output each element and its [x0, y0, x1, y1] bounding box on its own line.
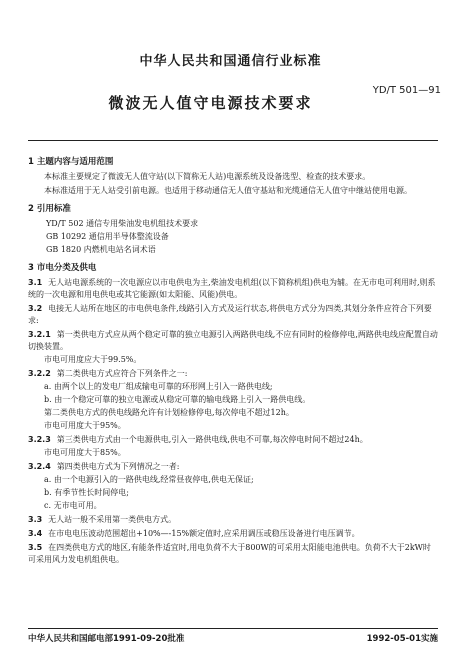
- clause-text: 无人站一般不采用第一类供电方式。: [48, 515, 177, 524]
- document-body: [28, 150, 438, 567]
- clause-number: 3.2.4: [28, 462, 51, 471]
- clause-3-1: [28, 277, 438, 301]
- clause-text: 第四类供电方式为下列情况之一者:: [56, 462, 180, 471]
- reference-item: GB 10292 通信用半导体整流设备: [46, 232, 169, 241]
- approval-date: 中华人民共和国邮电部1991-09-20批准: [28, 634, 185, 644]
- section-1-paragraph-1: 本标准主要规定了微波无人值守站(以下简称无人站)电源系统及设备选型、检查的技术要求。: [44, 172, 371, 181]
- clause-text: 第一类供电方式应从两个稳定可靠的独立电源引入两路供电线,不应有同时的检修停电,两路供电线应配置自动切换装置。: [28, 330, 438, 351]
- clause-3-2-4: [28, 461, 438, 473]
- list-item: b. 有季节性长时间停电;: [44, 488, 129, 497]
- clause-text: 无人站电源系统的一次电源应以市电供电为主,柴油发电机组(以下简称机组)供电为辅。在无市电可利用时,则系统的一次电源和用电供电或其它能源(如太阳能、风能)供电。: [28, 278, 436, 299]
- document-title: 微波无人值守电源技术要求: [108, 94, 313, 112]
- standard-code: YD/T 501—91: [372, 85, 441, 96]
- header-divider: [28, 140, 438, 141]
- clause-3-2-2: [28, 368, 438, 380]
- effective-date: 1992-05-01实施: [366, 634, 438, 644]
- clause-text: 电接无人站所在地区的市电供电条件,线路引入方式及运行状态,将供电方式分为四类,其划分条件应符合下列要求:: [28, 304, 432, 325]
- clause-number: 3.5: [28, 543, 43, 552]
- clause-text: 在四类供电方式的地区,有能条件适宜时,用电负荷不大于800W的可采用太阳能电池供电。负荷不大于2kW时可采用风力发电机组供电。: [28, 543, 431, 564]
- clause-3-2-1: [28, 329, 438, 353]
- clause-3-3: [28, 514, 438, 526]
- reference-item: YD/T 502 通信专用柴油发电机组技术要求: [46, 219, 199, 228]
- clause-number: 3.2.1: [28, 330, 51, 339]
- clause-text: 在市电电压波动范围超出+10%—-15%额定值时,应采用调压或稳压设备进行电压调节。: [48, 529, 360, 538]
- clause-3-4: [28, 528, 438, 540]
- clause-note: 市电可用度应大于99.5%。: [44, 355, 142, 364]
- list-item: a. 由一个电源引入的一路供电线,经常昼夜停电,供电无保证;: [44, 475, 254, 484]
- clause-text: 第三类供电方式由一个电源供电,引入一路供电线,供电不可靠,每次停电时间不超过24h。: [56, 435, 368, 444]
- standard-title: 中华人民共和国通信行业标准: [139, 54, 322, 69]
- clause-3-2-3: [28, 434, 438, 446]
- clause-number: 3.2.3: [28, 435, 51, 444]
- clause-number: 3.1: [28, 278, 43, 287]
- clause-number: 3.2: [28, 304, 43, 313]
- section-2-heading: 2 引用标准: [28, 204, 71, 214]
- section-3-heading: 3 市电分类及供电: [28, 263, 97, 273]
- clause-text: 第二类供电方式应符合下列条件之一:: [56, 369, 188, 378]
- reference-item: GB 1820 内燃机电站名词术语: [46, 245, 156, 254]
- clause-note: 市电可用度大于85%。: [44, 448, 126, 457]
- clause-note: 市电可用度大于95%。: [44, 421, 126, 430]
- clause-number: 3.3: [28, 515, 43, 524]
- section-1-paragraph-2: 本标准适用于无人站受引前电源。也适用于移动通信无人值守基站和光缆通信无人值守中继站使用电源。: [44, 186, 412, 195]
- clause-3-5: [28, 542, 438, 566]
- list-item: c. 无市电可用。: [44, 501, 102, 510]
- clause-number: 3.2.2: [28, 369, 51, 378]
- clause-3-2: [28, 303, 438, 327]
- clause-extra: 第二类供电方式的供电线路允许有计划检修停电,每次停电不超过12h。: [44, 408, 294, 417]
- footer-divider: [28, 628, 438, 629]
- clause-number: 3.4: [28, 529, 43, 538]
- section-1-heading: 1 主题内容与适用范围: [28, 157, 114, 167]
- list-item: b. 由一个稳定可靠的独立电源或从稳定可靠的输电线路上引入一路供电线。: [44, 395, 311, 404]
- list-item: a. 由两个以上的发电厂组成输电可靠的环形网上引入一路供电线;: [44, 382, 273, 391]
